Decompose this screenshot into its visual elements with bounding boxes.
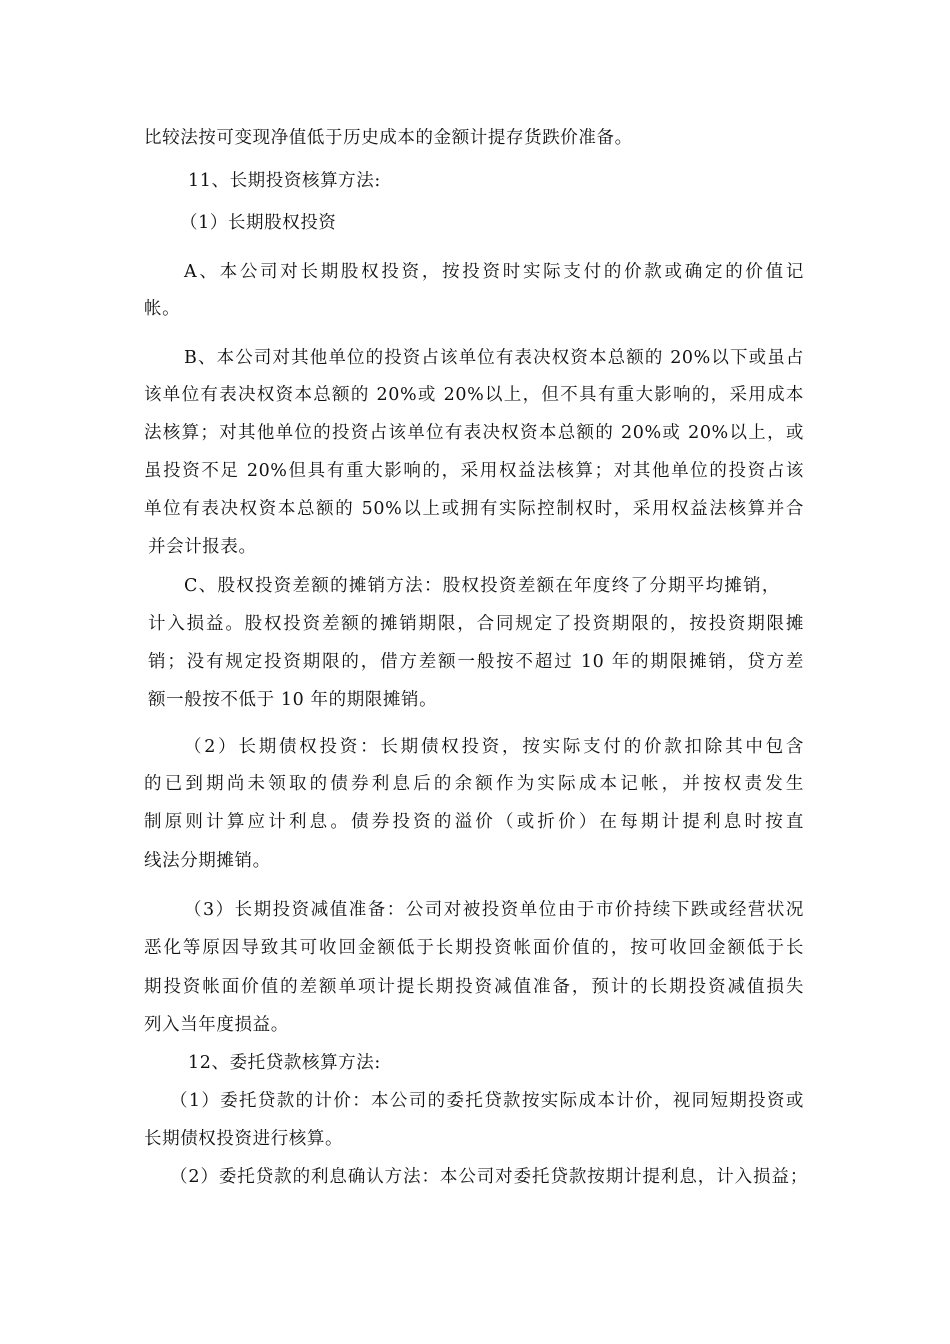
- subsection-heading-1: （1）长期股权投资: [180, 213, 337, 233]
- text-line-16: （2）长期债权投资：长期债权投资，按实际支付的价款扣除其中包含: [184, 737, 804, 757]
- text-line-18: 制原则计算应计利息。债券投资的溢价（或折价）在每期计提利息时按直: [144, 812, 804, 832]
- section-heading-11: 11、长期投资核算方法:: [188, 171, 381, 191]
- text-line-14: 销；没有规定投资期限的，借方差额一般按不超过 10 年的期限摊销，贷方差: [148, 652, 804, 672]
- text-line-26: 长期债权投资进行核算。: [144, 1129, 344, 1149]
- text-line-4: A、本公司对长期股权投资，按投资时实际支付的价款或确定的价值记: [184, 262, 804, 282]
- text-line-6: B、本公司对其他单位的投资占该单位有表决权资本总额的 20%以下或虽占: [184, 348, 804, 368]
- text-line-27: （2）委托贷款的利息确认方法：本公司对委托贷款按期计提利息，计入损益；: [170, 1167, 808, 1187]
- text-line-7: 该单位有表决权资本总额的 20%或 20%以上，但不具有重大影响的，采用成本: [144, 385, 804, 405]
- text-line-22: 期投资帐面价值的差额单项计提长期投资减值准备，预计的长期投资减值损失: [144, 977, 804, 997]
- text-line-9: 虽投资不足 20%但具有重大影响的，采用权益法核算；对其他单位的投资占该: [144, 461, 804, 481]
- text-line-13: 计入损益。股权投资差额的摊销期限，合同规定了投资期限的，按投资期限摊: [148, 614, 804, 634]
- text-line-1: 比较法按可变现净值低于历史成本的金额计提存货跌价准备。: [144, 128, 633, 148]
- text-line-20: （3）长期投资减值准备：公司对被投资单位由于市价持续下跌或经营状况: [184, 900, 804, 920]
- text-line-19: 线法分期摊销。: [144, 851, 271, 871]
- text-line-25: （1）委托贷款的计价：本公司的委托贷款按实际成本计价，视同短期投资或: [170, 1091, 804, 1111]
- section-heading-12: 12、委托贷款核算方法:: [188, 1053, 381, 1073]
- text-line-15: 额一般按不低于 10 年的期限摊销。: [148, 690, 438, 710]
- text-line-11: 并会计报表。: [148, 537, 257, 557]
- text-line-8: 法核算；对其他单位的投资占该单位有表决权资本总额的 20%或 20%以上，或: [144, 423, 804, 443]
- text-line-17: 的已到期尚未领取的债券利息后的余额作为实际成本记帐，并按权责发生: [144, 774, 804, 794]
- text-line-10: 单位有表决权资本总额的 50%以上或拥有实际控制权时，采用权益法核算并合: [144, 499, 804, 519]
- text-line-21: 恶化等原因导致其可收回金额低于长期投资帐面价值的，按可收回金额低于长: [144, 938, 804, 958]
- text-line-5: 帐。: [144, 299, 181, 319]
- text-line-12: C、股权投资差额的摊销方法：股权投资差额在年度终了分期平均摊销，: [184, 576, 780, 596]
- text-line-23: 列入当年度损益。: [144, 1015, 289, 1035]
